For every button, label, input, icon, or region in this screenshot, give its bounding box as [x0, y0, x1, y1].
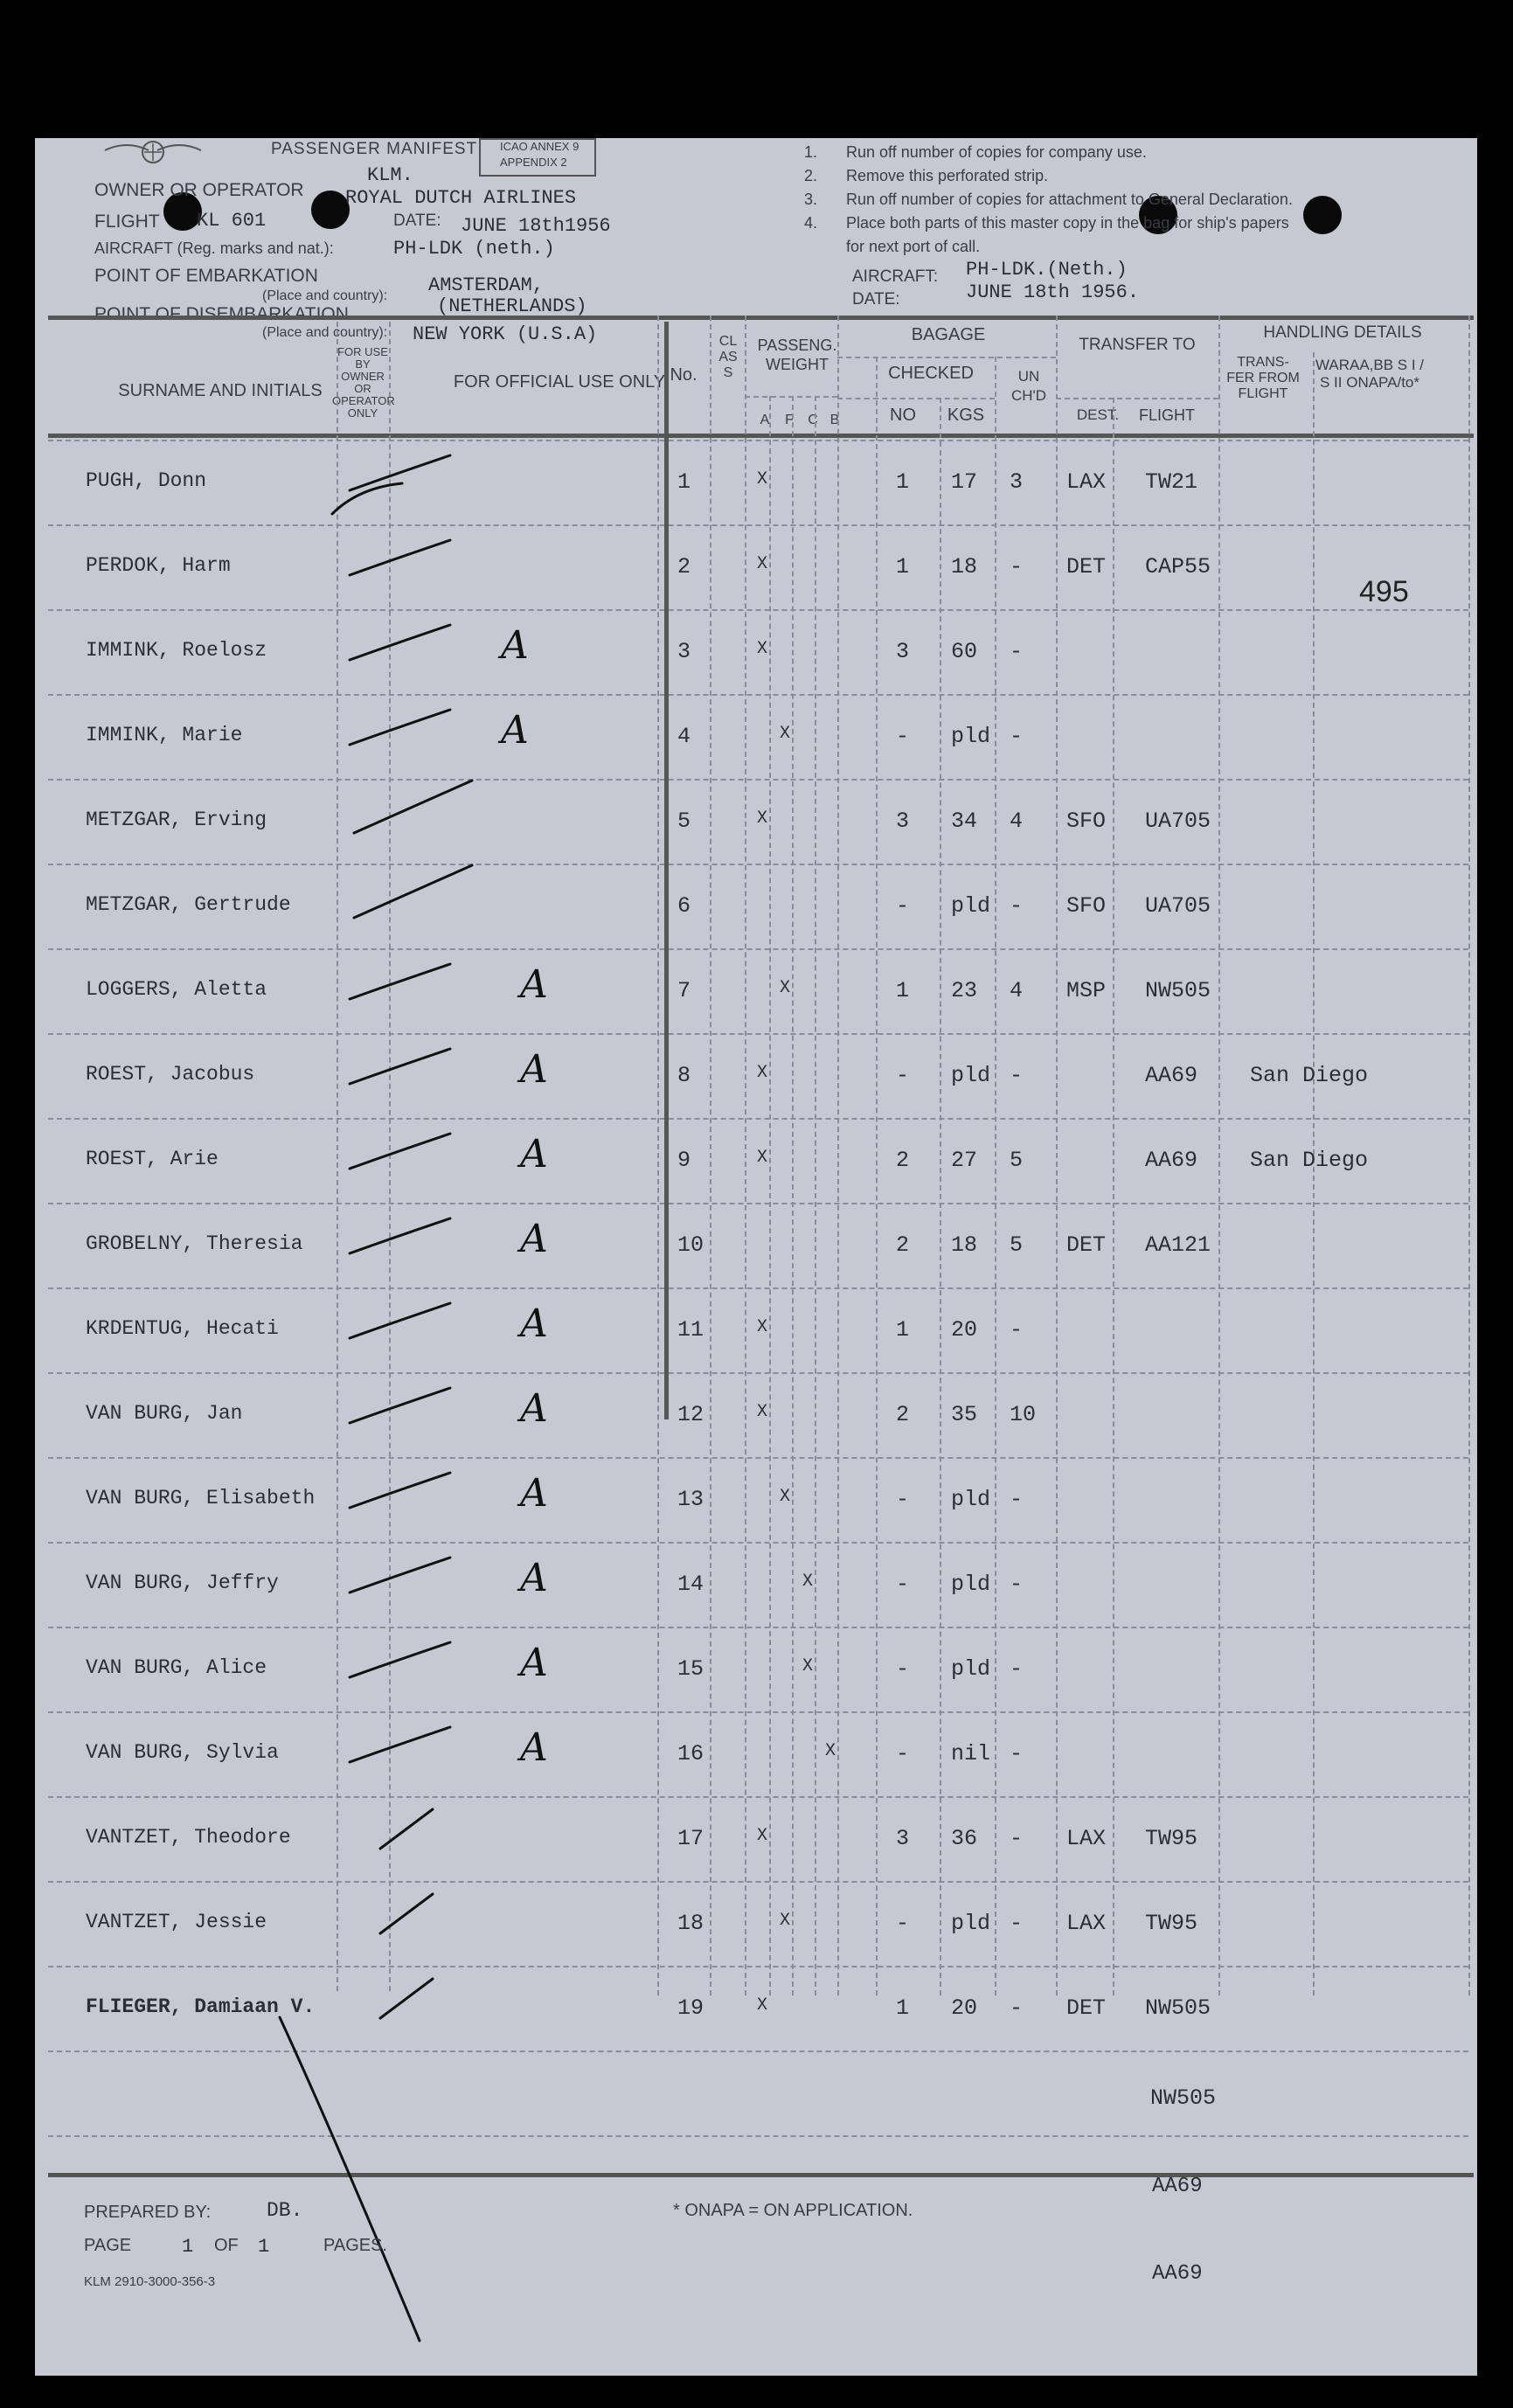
transfer-flight: AA69	[1145, 1063, 1198, 1088]
instruction-text: Place both parts of this master copy in the bag for ship's papers	[846, 214, 1289, 232]
check-stroke	[380, 1894, 433, 1933]
col-flight: FLIGHT	[1138, 406, 1195, 424]
bag-weight: 17	[951, 469, 978, 495]
transfer-dest: SFO	[1066, 808, 1107, 834]
check-stroke	[380, 1979, 433, 2018]
of-value: 1	[258, 2236, 270, 2258]
form-title: PASSENGER MANIFEST	[271, 140, 478, 158]
page-value: 1	[182, 2236, 194, 2258]
disembark-sub: (Place and country):	[262, 325, 388, 340]
unchecked-count: -	[1010, 1317, 1024, 1343]
passenger-name: VAN BURG, Alice	[86, 1656, 267, 1679]
aircraft-label: AIRCRAFT (Reg. marks and nat.):	[94, 239, 334, 257]
check-stroke	[350, 1473, 450, 1508]
class-mark: X	[802, 1656, 814, 1676]
unchecked-count: 4	[1010, 808, 1024, 834]
passenger-number: 7	[677, 978, 691, 1003]
passenger-number: 5	[677, 808, 691, 834]
col-official: FOR OFFICIAL USE ONLY	[453, 372, 666, 392]
unchecked-count: 4	[1010, 978, 1024, 1003]
check-stroke	[350, 1218, 450, 1253]
flight-label: FLIGHT	[94, 212, 160, 232]
check-stroke	[350, 1642, 450, 1677]
bag-count: 1	[896, 1317, 910, 1343]
passenger-number: 17	[677, 1826, 704, 1851]
class-mark: X	[757, 1402, 768, 1422]
passenger-name: VANTZET, Theodore	[86, 1826, 291, 1849]
handwritten-annotation: A	[520, 1725, 548, 1770]
bag-count: 3	[896, 808, 910, 834]
unchecked-count: -	[1010, 1995, 1024, 2021]
transfer-dest: DET	[1066, 1995, 1107, 2021]
transfer-flight: TW95	[1145, 1826, 1198, 1851]
col-bagage: BAGAGE	[911, 325, 986, 344]
bag-weight: 18	[951, 554, 978, 579]
handwritten-annotation: A	[520, 1471, 548, 1516]
col-sub-b: B	[829, 413, 840, 427]
unchecked-count: 10	[1010, 1402, 1037, 1427]
bag-weight: 27	[951, 1148, 978, 1173]
bag-weight: pld	[951, 1487, 991, 1512]
bag-weight: 60	[951, 639, 978, 664]
of-label: OF	[214, 2236, 239, 2255]
bag-count: -	[896, 1656, 910, 1682]
transfer-flight: UA705	[1145, 808, 1211, 834]
check-stroke	[354, 781, 472, 833]
col-sub-c: C	[808, 413, 818, 427]
unchecked-count: -	[1010, 639, 1024, 664]
passenger-number: 18	[677, 1911, 704, 1936]
bag-count: 2	[896, 1402, 910, 1427]
manifest-page	[35, 138, 1477, 2376]
col-unchd: UN CH'D	[1010, 368, 1047, 404]
transfer-dest: DET	[1066, 1232, 1107, 1258]
unchecked-count: -	[1010, 1911, 1024, 1936]
handling-from: San Diego	[1250, 1063, 1369, 1088]
handling-from: San Diego	[1250, 1148, 1369, 1173]
bag-count: 1	[896, 554, 910, 579]
passenger-name: ROEST, Jacobus	[86, 1063, 255, 1086]
transfer-flight: CAP55	[1145, 554, 1211, 579]
passenger-name: LOGGERS, Aletta	[86, 978, 267, 1001]
page-label: PAGE	[84, 2236, 132, 2255]
aa69-footer-1: AA69	[1152, 2175, 1203, 2198]
passenger-name: VANTZET, Jessie	[86, 1911, 267, 1933]
col-class: CLASS	[718, 334, 738, 380]
col-handling: HANDLING DETAILS	[1263, 323, 1422, 342]
check-stroke	[380, 1809, 433, 1849]
passenger-name: METZGAR, Erving	[86, 808, 267, 831]
bag-count: 2	[896, 1232, 910, 1258]
transfer-dest: MSP	[1066, 978, 1107, 1003]
form-code: KLM 2910-3000-356-3	[84, 2274, 216, 2289]
passenger-number: 2	[677, 554, 691, 579]
pages-label: PAGES.	[323, 2236, 387, 2255]
right-aircraft-value: PH-LDK.(Neth.)	[966, 259, 1128, 281]
handwritten-annotation: A	[501, 708, 529, 753]
passenger-number: 10	[677, 1232, 704, 1258]
transfer-dest: LAX	[1066, 469, 1107, 495]
bag-weight: 23	[951, 978, 978, 1003]
check-stroke	[332, 483, 402, 514]
col-passeng: PASSENG. WEIGHT	[757, 337, 837, 373]
check-stroke	[350, 1558, 450, 1593]
handwritten-annotation: A	[520, 1301, 548, 1346]
col-dest: DEST.	[1076, 406, 1120, 423]
bag-weight: 20	[951, 1995, 978, 2021]
transfer-dest: DET	[1066, 554, 1107, 579]
col-waraa: WARAA,BB S I / S II ONAPA/to*	[1315, 357, 1425, 391]
class-mark: X	[757, 1148, 768, 1168]
owner-label: OWNER OR OPERATOR	[94, 180, 304, 200]
transfer-flight: AA121	[1145, 1232, 1211, 1258]
check-stroke	[350, 1134, 450, 1169]
passenger-name: VAN BURG, Elisabeth	[86, 1487, 316, 1509]
transfer-flight: NW505	[1145, 978, 1211, 1003]
bag-weight: 34	[951, 808, 978, 834]
bag-count: -	[896, 724, 910, 749]
unchecked-count: -	[1010, 1487, 1024, 1512]
passenger-name: ROEST, Arie	[86, 1148, 219, 1170]
handwritten-annotation: A	[520, 962, 548, 1007]
unchecked-count: -	[1010, 1826, 1024, 1851]
bag-count: 3	[896, 639, 910, 664]
extra-flight: NW505	[1150, 2085, 1217, 2111]
passenger-number: 12	[677, 1402, 704, 1427]
unchecked-count: 5	[1010, 1148, 1024, 1173]
appendix-label: APPENDIX 2	[500, 156, 567, 169]
class-mark: X	[757, 808, 768, 829]
handwritten-annotation: A	[520, 1217, 548, 1261]
handwritten-annotation: A	[520, 1132, 548, 1176]
onapa-note: * ONAPA = ON APPLICATION.	[673, 2201, 913, 2220]
passenger-name: VAN BURG, Jan	[86, 1402, 243, 1425]
class-mark: X	[757, 1317, 768, 1337]
check-stroke	[350, 1388, 450, 1423]
aircraft-value: PH-LDK (neth.)	[393, 238, 555, 260]
bag-count: 1	[896, 1995, 910, 2021]
class-mark: X	[757, 639, 768, 659]
bag-count: -	[896, 1063, 910, 1088]
check-stroke	[350, 710, 450, 745]
passenger-name: IMMINK, Roelosz	[86, 639, 267, 662]
icao-annex: ICAO ANNEX 9	[500, 140, 580, 153]
bag-weight: pld	[951, 724, 991, 749]
embark-value-country: (NETHERLANDS)	[437, 295, 587, 317]
passenger-name: PUGH, Donn	[86, 469, 207, 492]
class-mark: X	[825, 1741, 836, 1761]
handwritten-annotation: A	[501, 623, 529, 668]
class-mark: X	[757, 1063, 768, 1083]
check-stroke	[350, 455, 450, 490]
col-checked: CHECKED	[888, 364, 974, 383]
unchecked-count: -	[1010, 1656, 1024, 1682]
bag-weight: pld	[951, 1063, 991, 1088]
passenger-name: VAN BURG, Jeffry	[86, 1572, 279, 1594]
bag-count: -	[896, 1487, 910, 1512]
unchecked-count: -	[1010, 1063, 1024, 1088]
handwritten-marks	[35, 138, 1477, 2376]
passenger-number: 11	[677, 1317, 704, 1343]
disembark-value: NEW YORK (U.S.A)	[413, 323, 598, 345]
passenger-number: 3	[677, 639, 691, 664]
class-mark: X	[780, 978, 791, 998]
passenger-number: 1	[677, 469, 691, 495]
passenger-name: METZGAR, Gertrude	[86, 893, 291, 916]
passenger-name: PERDOK, Harm	[86, 554, 231, 577]
instruction-number: 1.	[804, 143, 818, 161]
transfer-dest: LAX	[1066, 1911, 1107, 1936]
transfer-flight: UA705	[1145, 893, 1211, 919]
passenger-number: 9	[677, 1148, 691, 1173]
unchecked-count: 5	[1010, 1232, 1024, 1258]
bag-count: 1	[896, 978, 910, 1003]
check-stroke	[350, 540, 450, 575]
check-stroke	[354, 865, 472, 918]
class-mark: X	[780, 1487, 791, 1507]
col-owner-use: FOR USE BY OWNER OR OPERATOR ONLY	[332, 345, 395, 420]
embark-value: AMSTERDAM,	[428, 274, 545, 296]
instruction-number: 4.	[804, 214, 818, 232]
check-stroke	[350, 1303, 450, 1338]
passenger-number: 13	[677, 1487, 704, 1512]
transfer-flight: AA69	[1145, 1148, 1198, 1173]
page-number: 495	[1359, 575, 1409, 608]
bag-count: -	[896, 1741, 910, 1766]
class-mark: X	[802, 1572, 814, 1592]
instruction-text: for next port of call.	[846, 238, 981, 255]
passenger-name: GROBELNY, Theresia	[86, 1232, 303, 1255]
flight-value: KL 601	[197, 210, 267, 232]
date-label: DATE:	[393, 212, 441, 230]
passenger-name: KRDENTUG, Hecati	[86, 1317, 279, 1340]
passenger-name: VAN BURG, Sylvia	[86, 1741, 279, 1764]
passenger-name: FLIEGER, Damiaan V.	[86, 1995, 316, 2018]
passenger-number: 15	[677, 1656, 704, 1682]
date-value: JUNE 18th1956	[461, 215, 611, 237]
aa69-footer-2: AA69	[1152, 2262, 1203, 2286]
bag-count: -	[896, 1911, 910, 1936]
class-mark: X	[757, 1826, 768, 1846]
unchecked-count: -	[1010, 1572, 1024, 1597]
prepared-label: PREPARED BY:	[84, 2203, 212, 2222]
disembark-label: POINT OF DISEMBARKATION	[94, 304, 349, 324]
bag-count: 3	[896, 1826, 910, 1851]
class-mark: X	[757, 1995, 768, 2016]
bag-count: -	[896, 893, 910, 919]
passenger-number: 14	[677, 1572, 704, 1597]
bag-weight: pld	[951, 1656, 991, 1682]
airline-short: KLM.	[367, 164, 413, 186]
class-mark: X	[757, 554, 768, 574]
passenger-number: 4	[677, 724, 691, 749]
unchecked-count: 3	[1010, 469, 1024, 495]
instruction-number: 2.	[804, 167, 818, 184]
prepared-value: DB.	[267, 2199, 303, 2222]
bag-weight: 20	[951, 1317, 978, 1343]
handwritten-annotation: A	[520, 1047, 548, 1092]
handwritten-annotation: A	[520, 1556, 548, 1600]
check-stroke	[350, 1049, 450, 1084]
class-mark: X	[780, 724, 791, 744]
col-transfer: TRANSFER TO	[1079, 336, 1196, 354]
bag-weight: 36	[951, 1826, 978, 1851]
transfer-dest: LAX	[1066, 1826, 1107, 1851]
bag-count: 2	[896, 1148, 910, 1173]
unchecked-count: -	[1010, 724, 1024, 749]
check-stroke	[350, 964, 450, 999]
owner-value: ROYAL DUTCH AIRLINES	[345, 187, 577, 209]
class-mark: X	[780, 1911, 791, 1931]
long-stroke	[280, 2017, 420, 2341]
passenger-number: 16	[677, 1741, 704, 1766]
bag-weight: pld	[951, 893, 991, 919]
bag-count: -	[896, 1572, 910, 1597]
bag-weight: 35	[951, 1402, 978, 1427]
passenger-name: IMMINK, Marie	[86, 724, 243, 746]
bag-weight: pld	[951, 1572, 991, 1597]
col-sub-a: A	[760, 413, 770, 427]
right-date-label: DATE:	[852, 290, 900, 309]
bag-count: 1	[896, 469, 910, 495]
bag-weight: pld	[951, 1911, 991, 1936]
handwritten-annotation: A	[520, 1641, 548, 1685]
unchecked-count: -	[1010, 554, 1024, 579]
instruction-text: Run off number of copies for attachment to General Declaration.	[846, 191, 1293, 208]
check-stroke	[350, 1727, 450, 1762]
col-no: No.	[670, 365, 698, 385]
passenger-number: 8	[677, 1063, 691, 1088]
instruction-text: Remove this perforated strip.	[846, 167, 1049, 184]
handwritten-annotation: A	[520, 1386, 548, 1431]
embark-sub: (Place and country):	[262, 288, 388, 303]
embark-label: POINT OF EMBARKATION	[94, 266, 318, 286]
col-surname: SURNAME AND INITIALS	[118, 381, 323, 400]
right-date-value: JUNE 18th 1956.	[966, 281, 1140, 303]
class-mark: X	[757, 469, 768, 489]
transfer-flight: TW95	[1145, 1911, 1198, 1936]
col-sub-f: F	[785, 413, 794, 427]
transfer-flight: NW505	[1145, 1995, 1211, 2021]
instruction-number: 3.	[804, 191, 818, 208]
check-stroke	[350, 625, 450, 660]
instruction-text: Run off number of copies for company use.	[846, 143, 1147, 161]
bag-weight: 18	[951, 1232, 978, 1258]
unchecked-count: -	[1010, 1741, 1024, 1766]
col-bag-no: NO	[890, 406, 916, 425]
col-kgs: KGS	[947, 406, 985, 425]
right-aircraft-label: AIRCRAFT:	[852, 267, 939, 286]
unchecked-count: -	[1010, 893, 1024, 919]
passenger-number: 6	[677, 893, 691, 919]
transfer-dest: SFO	[1066, 893, 1107, 919]
transfer-flight: TW21	[1145, 469, 1198, 495]
col-transfer-from: TRANS- FER FROM FLIGHT	[1226, 355, 1300, 401]
bag-weight: nil	[951, 1741, 991, 1766]
passenger-number: 19	[677, 1995, 704, 2021]
